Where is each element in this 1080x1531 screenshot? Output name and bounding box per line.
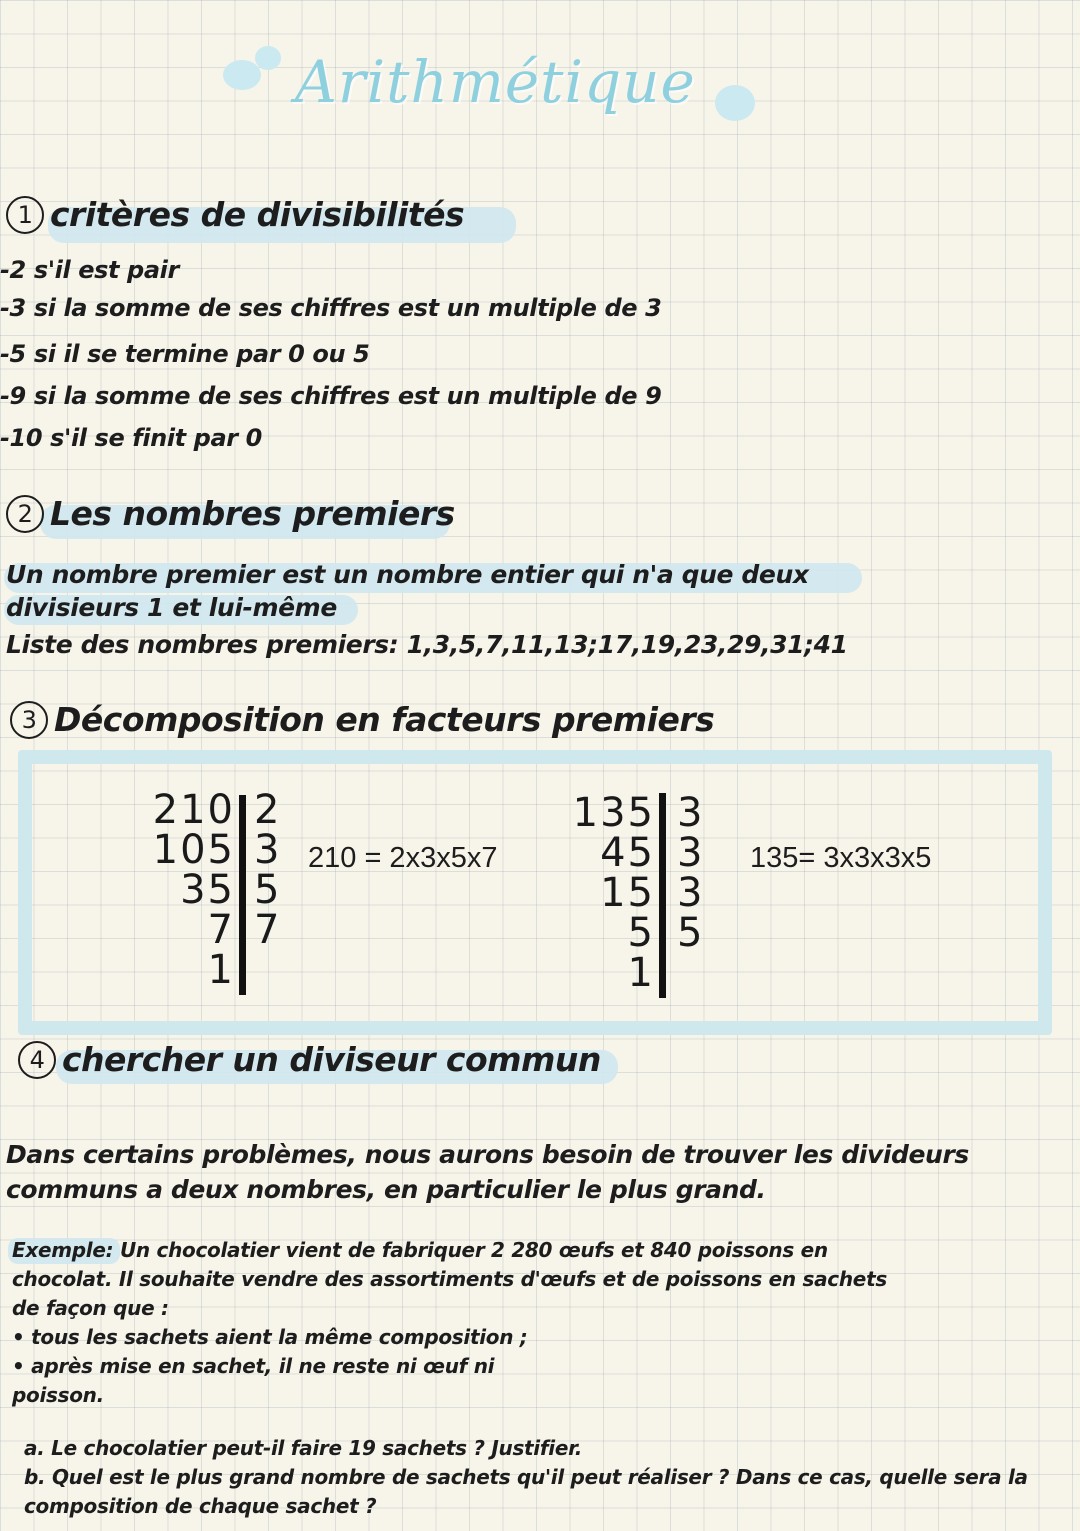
dividend: 15 [600,870,655,916]
example-line: • tous les sachets aient la même composition ; [12,1325,528,1349]
section-2-heading [6,494,455,533]
section-4-number: 4 [18,1041,56,1079]
dividend: 5 [627,910,655,956]
divisibility-rule: -3 si la somme de ses chiffres est un multiple de 3 [0,294,662,322]
divisor: 3 [677,830,705,876]
divisor: 5 [254,867,282,913]
divisor: 7 [254,907,282,953]
division-bar [659,793,666,998]
section-2-number: 2 [6,495,44,533]
divisibility-rule: -2 s'il est pair [0,256,179,284]
dividend: 135 [572,790,655,836]
dividend: 7 [207,907,235,953]
section-3-title: Décomposition en facteurs premiers [54,700,715,739]
divisibility-rule: -10 s'il se finit par 0 [0,424,262,452]
cloud-decoration-icon [715,85,755,121]
dividend-column [560,790,655,996]
intro-line: Dans certains problèmes, nous aurons besoin de trouver les divideurs [6,1140,969,1169]
dividend: 45 [600,830,655,876]
dividend: 210 [152,787,235,833]
prime-list: Liste des nombres premiers: 1,3,5,7,11,13;17,19,23,29,31;41 [6,630,848,659]
divisor: 5 [677,910,705,956]
section-2-title: Les nombres premiers [50,494,455,533]
divisibility-rule: -5 si il se termine par 0 ou 5 [0,340,370,368]
section-3-number: 3 [10,701,48,739]
example-label: Exemple [12,1238,106,1262]
section-4-heading [18,1040,601,1079]
question-line: a. Le chocolatier peut-il faire 19 sachets ? Justifier. [24,1436,583,1460]
divisor: 3 [254,827,282,873]
intro-line: communs a deux nombres, en particulier le plus grand. [6,1175,766,1204]
division-bar [239,795,246,995]
question-line: b. Quel est le plus grand nombre de sachets qu'il peut réaliser ? Dans ce cas, quelle sera la [24,1465,1028,1489]
divisor: 3 [677,790,705,836]
divisor: 3 [677,870,705,916]
factorization-result: 135= 3x3x3x5 [750,842,932,874]
dividend: 35 [180,867,235,913]
title-area [215,40,775,135]
example-line [12,1236,828,1265]
section-1-title: critères de divisibilités [50,195,465,234]
cloud-decoration-icon [255,46,281,70]
dividend: 1 [207,947,235,993]
example-line: chocolat. Il souhaite vendre des assortiments d'œufs et de poissons en sachets [12,1267,887,1291]
dividend: 105 [152,827,235,873]
example-text: : Un chocolatier vient de fabriquer 2 280 œufs et 840 poissons en [105,1238,828,1262]
section-3-heading [10,700,714,739]
dividend: 1 [627,950,655,996]
example-line: poisson. [12,1383,104,1407]
question-line: composition de chaque sachet ? [24,1494,377,1518]
factorization-result: 210 = 2x3x5x7 [308,842,498,874]
section-1-heading [6,195,464,234]
cloud-decoration-icon [223,60,261,90]
prime-definition-line: Un nombre premier est un nombre entier qui n'a que deux [6,560,809,589]
example-line: • après mise en sachet, il ne reste ni œuf ni [12,1354,495,1378]
divisor-column [254,787,294,953]
prime-definition-line: divisieurs 1 et lui-même [6,593,337,622]
divisibility-rule: -9 si la somme de ses chiffres est un multiple de 9 [0,382,662,410]
example-line: de façon que : [12,1296,169,1320]
divisor-column [677,790,717,956]
dividend-column [140,787,235,993]
section-1-number: 1 [6,196,44,234]
section-4-title: chercher un diviseur commun [62,1040,601,1079]
page-title: Arithmétique [295,48,696,116]
divisor: 2 [254,787,282,833]
